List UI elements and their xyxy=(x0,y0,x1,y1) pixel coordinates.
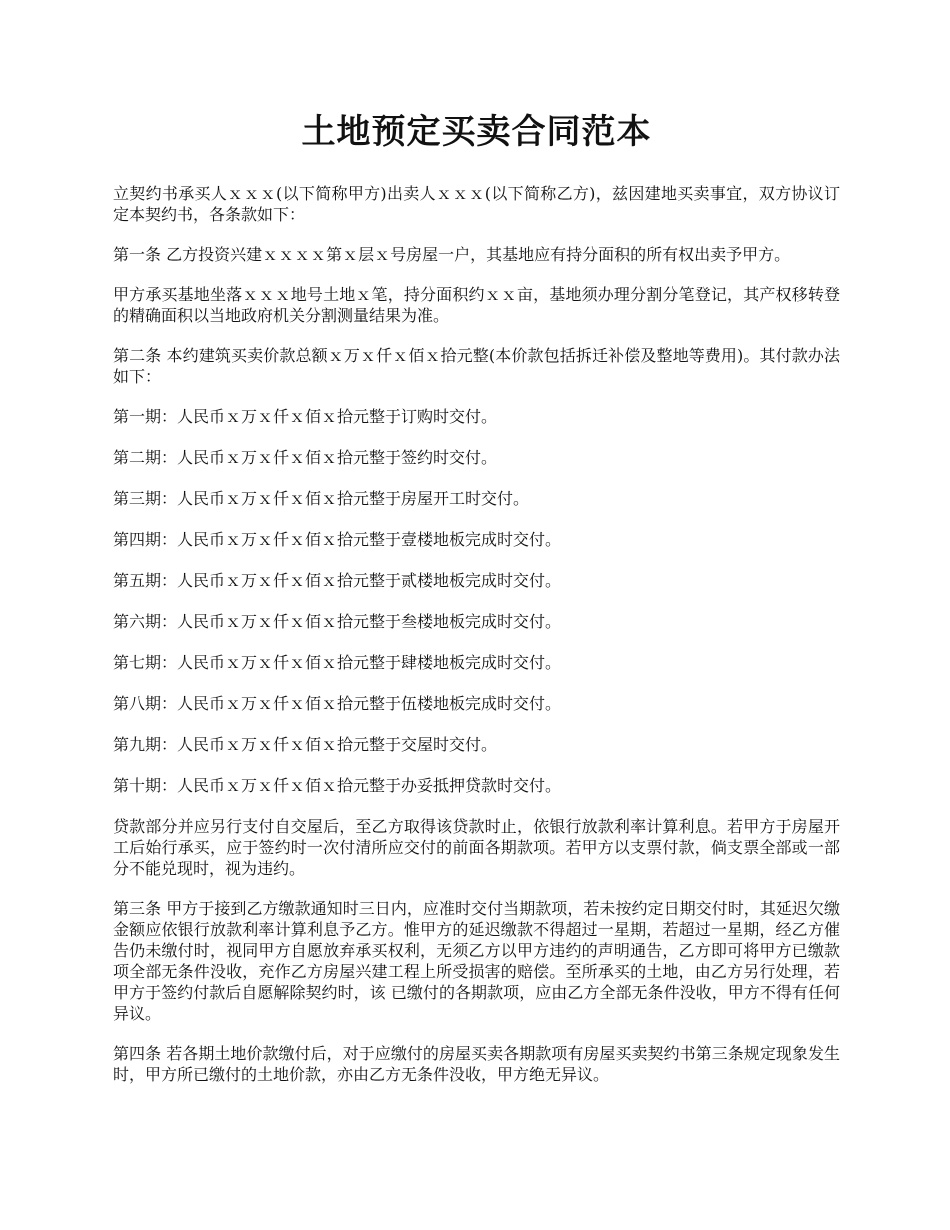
article-4: 第四条 若各期土地价款缴付后，对于应缴付的房屋买卖各期款项有房屋买卖契约书第三条规定现象发生时，甲方所已缴付的土地价款，亦由乙方无条件没收，甲方绝无异议。 xyxy=(113,1043,840,1084)
intro-paragraph: 立契约书承买人ｘｘｘ(以下简称甲方)出卖人ｘｘｘ(以下简称乙方)，兹因建地买卖事宜，双方协议订定本契约书，各条款如下： xyxy=(113,183,840,224)
installment-item: 第六期：人民币ｘ万ｘ仟ｘ佰ｘ拾元整于叁楼地板完成时交付。 xyxy=(113,611,562,631)
installment-item: 第十期：人民币ｘ万ｘ仟ｘ佰ｘ拾元整于办妥抵押贷款时交付。 xyxy=(113,775,562,795)
article-2: 第二条 本约建筑买卖价款总额ｘ万ｘ仟ｘ佰ｘ拾元整(本价款包括拆迁补偿及整地等费用)。其付款办法如下： xyxy=(113,345,840,386)
installment-item: 第二期：人民币ｘ万ｘ仟ｘ佰ｘ拾元整于签约时交付。 xyxy=(113,447,498,467)
document-title: 土地预定买卖合同范本 xyxy=(301,112,652,152)
installment-item: 第三期：人民币ｘ万ｘ仟ｘ佰ｘ拾元整于房屋开工时交付。 xyxy=(113,488,530,508)
installment-item: 第九期：人民币ｘ万ｘ仟ｘ佰ｘ拾元整于交屋时交付。 xyxy=(113,734,498,754)
article-1: 第一条 乙方投资兴建ｘｘｘｘ第ｘ层ｘ号房屋一户，其基地应有持分面积的所有权出卖予甲方。 xyxy=(113,244,791,264)
installment-item: 第四期：人民币ｘ万ｘ仟ｘ佰ｘ拾元整于壹楼地板完成时交付。 xyxy=(113,529,562,549)
article-3: 第三条 甲方于接到乙方缴款通知时三日内，应准时交付当期款项，若未按约定日期交付时，其延迟欠缴金额应依银行放款利率计算利息予乙方。惟甲方的延迟缴款不得超过一星期，若超过一星期，经乙方催告仍未缴付时，视同甲方自愿放弃承买权利，无须乙方以甲方违约的声明通告，乙方即可将甲方已缴款项全部无条件没收，充作乙方房屋兴建工程上所受损害的赔偿。至所承买的土地，由乙方另行处理，若甲方于签约付款后自愿解除契约时，该 已缴付的各期款项，应由乙方全部无条件没收，甲方不得有任何异议。 xyxy=(113,898,840,1023)
installment-list xyxy=(113,406,840,796)
installment-item: 第一期：人民币ｘ万ｘ仟ｘ佰ｘ拾元整于订购时交付。 xyxy=(113,406,498,426)
loan-paragraph: 贷款部分并应另行支付自交屋后，至乙方取得该贷款时止，依银行放款利率计算利息。若甲方于房屋开工后始行承买，应于签约时一次付清所应交付的前面各期款项。若甲方以支票付款，倘支票全部或一部分不能兑现时，视为违约。 xyxy=(113,816,840,878)
installment-item: 第七期：人民币ｘ万ｘ仟ｘ佰ｘ拾元整于肆楼地板完成时交付。 xyxy=(113,652,562,672)
land-paragraph: 甲方承买基地坐落ｘｘｘ地号土地ｘ笔，持分面积约ｘｘ亩，基地须办理分割分笔登记，其产权移转登的精确面积以当地政府机关分割测量结果为准。 xyxy=(113,284,840,325)
installment-item: 第五期：人民币ｘ万ｘ仟ｘ佰ｘ拾元整于贰楼地板完成时交付。 xyxy=(113,570,562,590)
contract-page xyxy=(113,112,840,1104)
installment-item: 第八期：人民币ｘ万ｘ仟ｘ佰ｘ拾元整于伍楼地板完成时交付。 xyxy=(113,693,562,713)
